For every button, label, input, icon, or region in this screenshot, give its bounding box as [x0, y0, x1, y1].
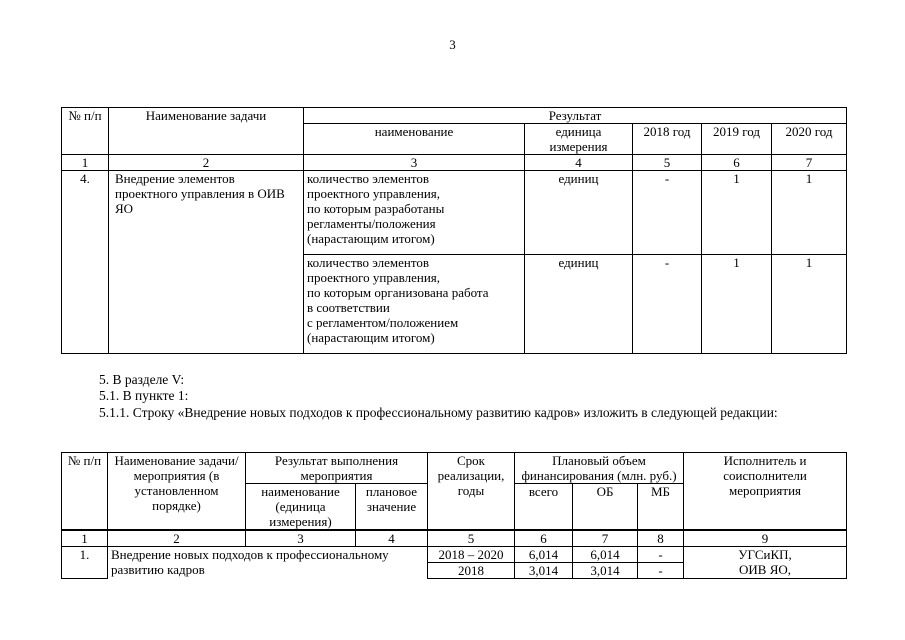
header-num: № п/п: [62, 108, 109, 155]
term-value: 2018 – 2020: [428, 547, 515, 563]
text-line: УГСиКП,: [738, 547, 792, 562]
header-2019: 2019 год: [702, 124, 772, 155]
header-name: наименование: [304, 124, 525, 155]
term-value: 2018: [428, 563, 515, 579]
text-line: проектного управления,: [307, 270, 441, 285]
text-line: с регламентом/положением: [307, 315, 459, 330]
value-2020: 1: [772, 171, 847, 255]
value-2018: -: [633, 171, 702, 255]
column-number: 1: [62, 155, 109, 171]
activity-name: Внедрение новых подходов к профессиональному развитию кадров: [108, 547, 428, 579]
value-2019: 1: [702, 255, 772, 354]
page-number: 3: [449, 37, 456, 52]
column-number: 5: [633, 155, 702, 171]
header-result: Результат выполнения мероприятия: [246, 453, 428, 484]
total-value: 3,014: [515, 563, 573, 579]
header-activity-name: Наименование задачи/мероприятия (в установленном порядке): [108, 453, 246, 531]
column-number: 6: [515, 530, 573, 547]
column-number: 7: [573, 530, 638, 547]
header-2020: 2020 год: [772, 124, 847, 155]
text-line: ОИВ ЯО,: [739, 562, 792, 577]
row-number: 4.: [62, 171, 109, 354]
header-mb: МБ: [638, 484, 684, 531]
header-result: Результат: [304, 108, 847, 124]
column-number: 9: [684, 530, 847, 547]
column-number: 3: [246, 530, 356, 547]
value-2018: -: [633, 255, 702, 354]
header-result-name: наименование (единица измерения): [246, 484, 356, 531]
text-line: (нарастающим итогом): [307, 330, 435, 345]
result-unit: единиц: [525, 255, 633, 354]
row-number: 1.: [62, 547, 108, 579]
header-2018: 2018 год: [633, 124, 702, 155]
text-line: по которым организована работа: [307, 285, 489, 300]
activities-table: [61, 452, 847, 579]
executor: [684, 547, 847, 579]
column-number: 6: [702, 155, 772, 171]
value-2019: 1: [702, 171, 772, 255]
header-planned: плановое значение: [356, 484, 428, 531]
header-term: Срок реализации, годы: [428, 453, 515, 531]
mb-value: -: [638, 547, 684, 563]
header-unit: единица измерения: [525, 124, 633, 155]
paragraph-instruction: 5.1.1. Строку «Внедрение новых подходов к профессиональному развитию кадров» изложить в следующей редакции:: [99, 405, 778, 420]
mb-value: -: [638, 563, 684, 579]
column-number: 4: [356, 530, 428, 547]
total-value: 6,014: [515, 547, 573, 563]
column-number: 2: [109, 155, 304, 171]
text-line: количество элементов: [307, 171, 430, 186]
result-name: [304, 255, 525, 354]
header-ob: ОБ: [573, 484, 638, 531]
header-volume: Плановый объем финансирования (млн. руб.): [515, 453, 684, 484]
ob-value: 6,014: [573, 547, 638, 563]
result-unit: единиц: [525, 171, 633, 255]
text-line: проектного управления,: [307, 186, 441, 201]
column-number: 4: [525, 155, 633, 171]
column-number: 2: [108, 530, 246, 547]
header-executor: Исполнитель и соисполнители мероприятия: [684, 453, 847, 531]
header-num: № п/п: [62, 453, 108, 531]
text-line: по которым разработаны: [307, 201, 445, 216]
results-table: [61, 107, 847, 354]
text-line: (нарастающим итогом): [307, 231, 435, 246]
text-line: в соответствии: [307, 300, 390, 315]
value-2020: 1: [772, 255, 847, 354]
ob-value: 3,014: [573, 563, 638, 579]
result-name: [304, 171, 525, 255]
task-name: Внедрение элементов проектного управления в ОИВ ЯО: [109, 171, 304, 354]
column-number: 7: [772, 155, 847, 171]
text-line: количество элементов: [307, 255, 430, 270]
column-number: 3: [304, 155, 525, 171]
column-number: 1: [62, 530, 108, 547]
column-number: 5: [428, 530, 515, 547]
column-number: 8: [638, 530, 684, 547]
header-total: всего: [515, 484, 573, 531]
paragraph-section: 5. В разделе V:: [99, 372, 185, 387]
header-task-name: Наименование задачи: [109, 108, 304, 155]
text-line: регламенты/положения: [307, 216, 436, 231]
paragraph-point: 5.1. В пункте 1:: [99, 388, 189, 403]
